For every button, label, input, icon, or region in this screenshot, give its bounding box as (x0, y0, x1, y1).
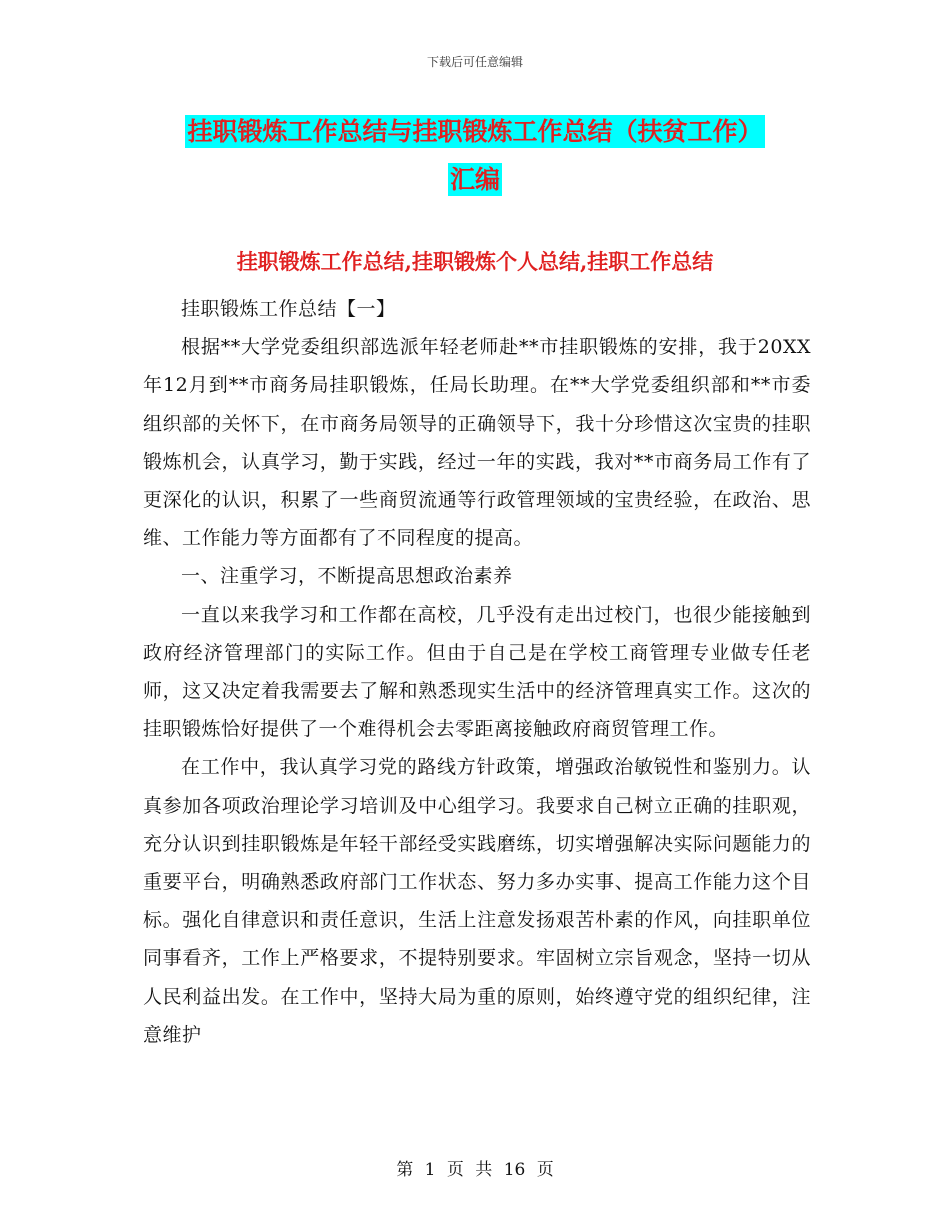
paragraph: 在工作中，我认真学习党的路线方针政策，增强政治敏锐性和鉴别力。认真参加各项政治理论学习培训及中心组学习。我要求自己树立正确的挂职观，充分认识到挂职锻炼是年轻干部经受实践磨练，切实增强解决实际问题能力的重要平台，明确熟悉政府部门工作状态、努力多办实事、提高工作能力这个目标。强化自律意识和责任意识，生活上注意发扬艰苦朴素的作风，向挂职单位同事看齐，工作上严格要求，不提特别要求。牢固树立宗旨观念，坚持一切从人民利益出发。在工作中，坚持大局为重的原则，始终遵守党的组织纪律，注意维护 (143, 756, 811, 1046)
page-number: 第 1 页 共 16 页 (396, 1160, 554, 1180)
header-note: 下载后可任意编辑 (426, 55, 523, 69)
body-text (143, 290, 811, 1054)
document-subtitle: 挂职锻炼工作总结,挂职锻炼个人总结,挂职工作总结 (236, 249, 714, 274)
title-line-1: 挂职锻炼工作总结与挂职锻炼工作总结（扶贫工作） (187, 117, 763, 146)
section-heading: 挂职锻炼工作总结【一】 (181, 298, 396, 320)
paragraph: 一直以来我学习和工作都在高校，几乎没有走出过校门，也很少能接触到政府经济管理部门的实际工作。但由于自己是在学校工商管理专业做专任老师，这又决定着我需要去了解和熟悉现实生活中的经济管理真实工作。这次的挂职锻炼恰好提供了一个难得机会去零距离接触政府商贸管理工作。 (143, 603, 811, 741)
document-title (0, 108, 950, 204)
title-line-2: 汇编 (449, 165, 500, 194)
paragraph: 根据**大学党委组织部选派年轻老师赴**市挂职锻炼的安排，我于20XX年12月到**市商务局挂职锻炼，任局长助理。在**大学党委组织部和**市委组织部的关怀下，在市商务局领导的正确领导下，我十分珍惜这次宝贵的挂职锻炼机会，认真学习，勤于实践，经过一年的实践，我对**市商务局工作有了更深化的认识，积累了一些商贸流通等行政管理领域的宝贵经验，在政治、思维、工作能力等方面都有了不同程度的提高。 (143, 336, 811, 550)
section-heading: 一、注重学习，不断提高思想政治素养 (181, 565, 513, 588)
